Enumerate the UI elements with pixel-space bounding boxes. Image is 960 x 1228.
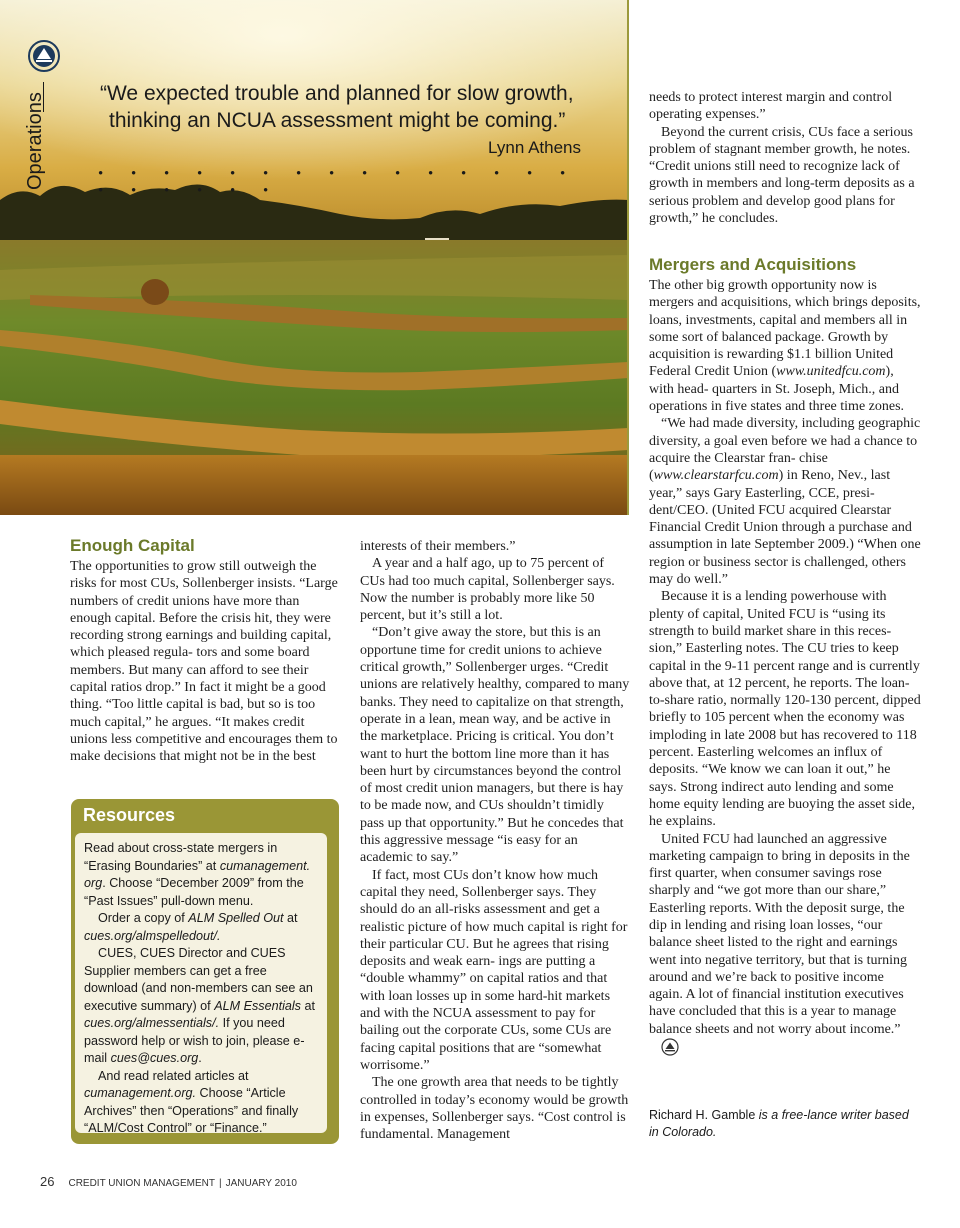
text-run: Choose “Article Archives” then “Operations” and finally “ALM/Cost Control” or “Finance.” [84,1086,299,1135]
text-run: . [198,1051,202,1065]
text-run: at [300,998,315,1013]
link[interactable]: www.clearstarfcu.com [653,468,779,484]
text-run: . Choose “December 2009” from the “Past Issues” pull-down menu. [84,876,304,908]
issue-date: JANUARY 2010 [225,1178,297,1189]
link[interactable]: cumanagement.org. [84,1086,197,1100]
publication-title: ALM Spelled Out [188,911,284,925]
body-paragraph [649,415,921,588]
text-run: “We had made diversity, including geographic diversity, a goal even before we had a chance to acquire the Clearstar fran- chise ( [649,416,921,484]
text-run: And read related articles at [98,1068,249,1083]
link[interactable]: cues.org/almspelledout/. [84,928,221,943]
section-heading: Enough Capital [70,536,195,555]
link[interactable]: cumanagement. org [84,858,311,890]
article-column-1 [70,536,338,766]
body-paragraph: needs to protect interest margin and control operating expenses.” [649,90,893,123]
photo-border-rule [627,0,629,515]
farm-field-photo [0,0,628,515]
email-link[interactable]: cues@cues.org [110,1051,199,1065]
text-run: The other big growth opportunity now is mergers and acquisitions, which brings deposits, loans, investments, capital and members all in some sort of balanced package. Growth by acquisition is rewarding $1.1 billion United Federal Credit Union ( [649,278,921,380]
pull-quote-line: thinking an NCUA assessment might be coming.” [109,109,566,132]
link[interactable]: www.unitedfcu.com [776,364,886,380]
pull-quote [100,80,600,134]
body-paragraph: The one growth area that needs to be tightly controlled in today’s economy would be growth in expenses, Sollenberger says. “Cost control is fundamental. Management [360,1075,629,1143]
article-column-3-top [649,89,921,227]
body-paragraph: Because it is a lending powerhouse with plenty of capital, United FCU is “using its strength to build market share in this reces- sion,” Easterling notes. The CU tries to keep capital in the 9-11 percent range and is currently above that, at 12 percent, he reports. The loan-to-share ratio, normally 120-130 percent, dipped briefly to 105 percent when the economy was imploding in late 2008 but has recovered to 118 percent. Easterling welcomes an influx of deposits. “We know we can loan it out,” he says. Strong indirect auto lending and some home equity lending are buoying the asset side, he explains. [649,589,921,830]
resources-paragraph [84,1068,319,1138]
text-run: ) in Reno, Nev., last year,” says Gary Easterling, CCE, presi- dent/CEO. (United FCU acquired Clearstar Financial Credit Union through a purchase and assumption in late September 2009.) “When one region or business sector is challenged, others may do well.” [649,468,921,588]
body-paragraph: interests of their members.” [360,539,516,554]
section-label: Operations [24,92,46,190]
text-run: United FCU had launched an aggressive marketing campaign to bring in deposits in the first quarter, when consumer savings rose sharply and “we got more than our share,” Easterling reports. With the deposit surge, the dip in lending and rising loan losses, “our balance sheet listed to the right and earnings went into negative territory, but that is turning around and we’re back to positive income again. A lot of financial institution executives have concluded that this is a year to manage balance sheets and not worry about income.” [649,831,910,1037]
publication-name: CREDIT UNION MANAGEMENT [68,1178,215,1189]
body-paragraph [649,277,921,415]
dot-divider: • • • • • • • • • • • • • • • • • • • • • [98,166,578,199]
body-paragraph: If fact, most CUs don’t know how much capital they need, Sollenberger says. They should do an all-risks assessment and get a realistic picture of how much capital is right for their particular CU. But he agrees that rising deposits and weak earn- ings are putting a “double whammy” on capital ratios and that with loan losses up in some hard-hit markets and with the NCUA assessment to pay for bailing out the corporate CUs, some CUs are facing capital positions that are “somewhat worrisome.” [360,867,628,1073]
text-run: Read about cross-state mergers in “Erasing Boundaries” at [84,841,278,873]
page-number: 26 [40,1174,55,1189]
body-paragraph: A year and a half ago, up to 75 percent of CUs had too much capital, Sollenberger says. Now the number is probably more like 50 percent, but it’s still a lot. [360,556,615,624]
resources-title: Resources [83,805,176,825]
publication-title: ALM Essentials [214,998,301,1013]
text-run: If you need password help or wish to join, please e-mail [84,1016,305,1065]
page-footer [40,1174,297,1189]
article-column-3 [649,255,921,1056]
end-mark-icon [649,1038,667,1056]
pull-quote-attribution: Lynn Athens [488,138,581,157]
body-paragraph: The opportunities to grow still outweigh the risks for most CUs, Sollenberger insists. “Large numbers of credit unions have more than enough capital. Before the crisis hit, they were recording strong earnings and building capital, which pleased regula- tors and some board members. But many can afford to see their capital ratios drop.” In fact it might be a good thing. “Too little capital is bad, but so is too much capital,” he argues. “It makes credit unions less competitive and encourages them to make decisions that might not be in the best [70,559,338,765]
footer-separator: | [218,1178,222,1189]
resources-paragraph [84,910,319,945]
text-run: CUES, CUES Director and CUES Supplier members can get a free download (and non-members can see an executive summary) of [84,946,313,1013]
cues-logo-icon [28,40,60,72]
resources-paragraph [84,945,319,1068]
resources-content [75,833,327,1133]
body-paragraph: Beyond the current crisis, CUs face a serious problem of stagnant member growth, he notes. “Credit unions still need to recognize lack of growth in members and long-term deposits as a serious problem and develop good plans for growth,” he concludes. [649,124,915,227]
article-column-2 [360,538,630,1143]
text-run: at [283,911,298,925]
author-name: Richard H. Gamble [649,1108,756,1122]
text-run: ), with head- quarters in St. Joseph, Mich., and operations in five states and three time zones. [649,364,905,415]
text-run: Order a copy of [98,911,189,925]
resources-box [71,799,339,1144]
resources-paragraph [84,840,319,910]
body-paragraph: “Don’t give away the store, but this is an opportune time for credit unions to achieve critical growth,” Sollenberger urges. “Credit unions are relatively healthy, compared to many banks. They need to capitalize on that strength, operate in a lean, mean way, and be active in the marketplace. Pricing is critical. You don’t want to hurt the bottom line more than it has been hurt by circumstances beyond the control of most credit union managers, but there is hay to be made now, and CUs shouldn’t timidly pass up that opportunity.” But he concedes that this aggressive message “is easy for an academic to say.” [360,625,630,866]
body-paragraph [649,831,921,1057]
author-byline [649,1107,921,1141]
author-bio: is a free-lance writer based in Colorado. [649,1108,909,1139]
section-heading: Mergers and Acquisitions [649,255,857,274]
link[interactable]: cues.org/almessentials/. [84,1016,220,1030]
pull-quote-line: “We expected trouble and planned for slow growth, [100,82,574,105]
